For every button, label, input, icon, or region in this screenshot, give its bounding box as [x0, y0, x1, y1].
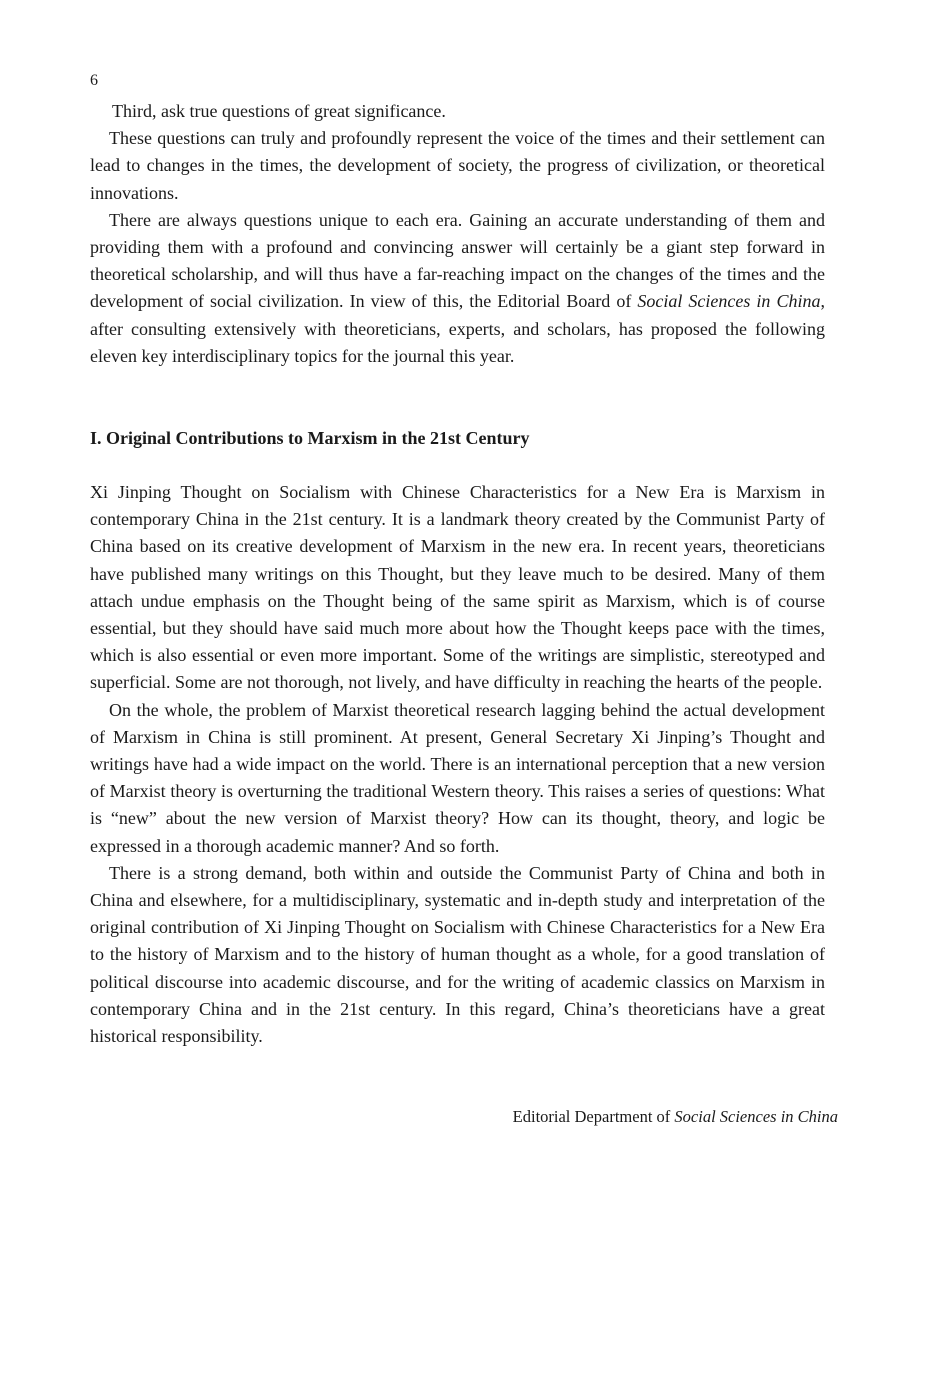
page-number: 6: [90, 72, 98, 89]
section-body: [90, 479, 825, 1050]
intro-paragraph-1: These questions can truly and profoundly represent the voice of the times and their settlement can lead to changes in the times, the development of society, the progress of civilization, or theoretical innovations.: [90, 128, 825, 203]
signature-prefix: Editorial Department of: [512, 1107, 675, 1126]
signature: [513, 1106, 838, 1128]
section-paragraph-2: On the whole, the problem of Marxist theoretical research lagging behind the actual development of Marxism in China is still prominent. At present, General Secretary Xi Jinping’s Thought and writings have had a wide impact on the world. There is an international perception that a new version of Marxist theory is overturning the traditional Western theory. This raises a series of questions: What is “new” about the new version of Marxist theory? How can its thought, theory, and logic be expressed in a thorough academic manner? And so forth.: [90, 699, 825, 856]
intro-paragraph-2: [90, 207, 825, 370]
intro-third-point: Third, ask true questions of great significance.: [112, 101, 446, 121]
journal-title: Social Sciences in China: [637, 291, 821, 312]
intro-paragraph-2-start: There are always questions unique to each era. Gaining an accurate understanding of them and providing them with a profound and convincing answer will certainly be a giant step forward in theoretical scholarship, and will thus have a far-reaching impact on the changes of the times and the development of social civilization. In view of this, the Editorial Board of: [90, 209, 825, 312]
intro-block: [90, 98, 825, 370]
section-paragraph-3: There is a strong demand, both within and outside the Communist Party of China and both in China and elsewhere, for a multidisciplinary, systematic and in-depth study and interpretation of the original contribution of Xi Jinping Thought on Socialism with Chinese Characteristics for a New Era to the history of Marxism and to the history of human thought as a whole, for a good translation of political discourse into academic discourse, and for the writing of academic classics on Marxism in contemporary China and in the 21st century. In this regard, China’s theoreticians have a great historical responsibility.: [90, 862, 825, 1047]
section-heading: I. Original Contributions to Marxism in the 21st Century: [90, 428, 530, 448]
section-paragraph-1: Xi Jinping Thought on Socialism with Chinese Characteristics for a New Era is Marxism in contemporary China in the 21st century. It is a landmark theory created by the Communist Party of China based on its creative development of Marxism in the new era. In recent years, theoreticians have published many writings on this Thought, but they leave much to be desired. Many of them attach undue emphasis on the Thought being of the same spirit as Marxism, which is of course essential, but they should have said much more about how the Thought keeps pace with the times, which is also essential or even more important. Some of the writings are simplistic, stereotyped and superficial. Some are not thorough, not lively, and have difficulty in reaching the hearts of the people.: [90, 482, 825, 693]
signature-journal: Social Sciences in China: [674, 1107, 838, 1126]
intro-paragraph-2-end: , after consulting extensively with theoreticians, experts, and scholars, has proposed the following eleven key interdisciplinary topics for the journal this year.: [90, 291, 825, 366]
